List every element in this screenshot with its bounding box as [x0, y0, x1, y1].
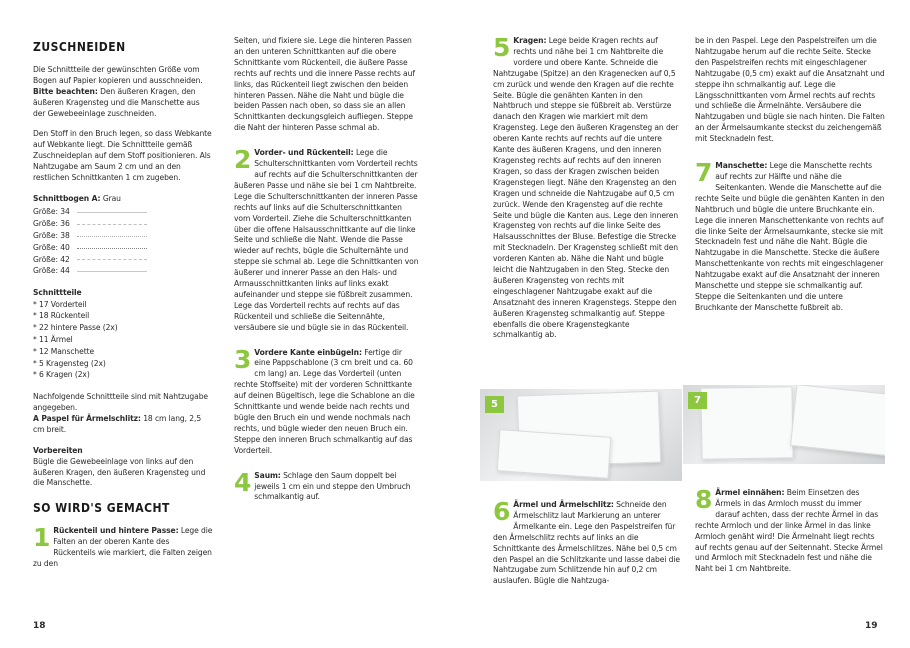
step-1-continued: Seiten, und fixiere sie. Lege die hinteren Passen an den unteren Schnittkanten auf die obere Schnittkante vom Rückenteil, die äußere Passe rechts auf rechts und die innere Passe rechts auf links, das Rückenteil liegt zwischen den beiden hinteren Passen. Nähe die Naht und bügle die beiden Passen nach oben, so dass sie an allen Schnittkanten deckungsgleich aufliegen. Steppe die Naht der hinteren Passe schmal ab.	[234, 36, 415, 133]
list-item: * 12 Manschette	[33, 346, 95, 356]
step-8: 8 Ärmel einnähen: Beim Einsetzen des Ärmels in das Armloch musst du immer darauf achten, dass der rechte Ärmel in das rechte Armloch und der linke Ärmel in das linke Armloch genäht wird! Die Ärmelnaht liegt rechts auf rechts genau auf der Seitennaht. Stecke Ärmel und Armloch mit Stecknadeln fest und nähe die Naht bei 1 cm Nahtbreite.	[695, 485, 883, 574]
size-row: Größe: 36	[33, 219, 213, 231]
size-legend	[33, 207, 213, 278]
prep-label: Vorbereiten	[33, 445, 83, 455]
line-style-sample	[77, 224, 147, 225]
list-item: * 22 hintere Passe (2x)	[33, 323, 118, 333]
step-number: 3	[234, 344, 252, 374]
cuff-fabric	[700, 386, 793, 460]
pattern-sheet-line: Schnittbogen A: Grau	[33, 193, 121, 203]
line-style-sample	[77, 259, 147, 260]
step-6: 6 Ärmel und Ärmelschlitz: Schneide den Ärmelschlitz laut Markierung an unterer Ärmelkante ein. Lege den Paspelstreifen für den Ärmelschlitz rechts auf links an die Schnittkante des Ärmelschlitzes. Nähe bei 0,5 cm den Paspel an die Schlitzkante und lasse dabei die Nahtzugabe zum Schlitzende hin auf 0,2 cm auslaufen. Bügle die Nahtzuga-	[493, 497, 680, 586]
step-7: 7 Manschette: Lege die Manschette rechts auf rechts zur Hälfte und nähe die Seitenkanten. Wende die Manschette auf die rechte Seite und bügle die genähten Kanten in den Nahtbruch und bügle die untere Bruchkante ein. Lege die inneren Manschettenkante von rechts auf die linke Seite der Ärmelsaumkante, stecke sie mit Stecknadeln fest und nähe die Naht. Bügle die Nahtzugabe in die Manschette. Stecke die äußere Manschettenkante von rechts mit eingeschlagener Nahtzugabe exakt auf die Ansatznaht der inneren Manschette und steppe sie schmalkantig auf. Steppe die Seitenkanten und die untere Bruchkante der Manschette fußbreit ab.	[695, 158, 885, 312]
size-row: Größe: 40	[33, 242, 213, 254]
left-column-1	[33, 36, 213, 578]
left-column-2	[234, 36, 419, 511]
step-5: 5 Kragen: Lege beide Kragen rechts auf rechts und nähe bei 1 cm Nahtbreite die vordere und obere Kante. Schneide die Nahtzugabe (Spitze) an den Kragenecken auf 0,5 cm zurück und wende den Kragen auf die rechte Seite. Bügle die genähten Kanten in den Nahtbruch und steppe sie füßbreit ab. Verstürze danach den Kragen wie markiert mit dem Kragensteg. Lege den äußeren Kragensteg an der oberen Kante rechts auf rechts auf die untere Kante des äußeren Kragens, und den inneren Kragensteg rechts auf rechts auf den inneren Kragen, so dass der Kragen zwischen beiden Kragenstegen liegt. Nähe den Kragensteg an den Kragen und schneide die Nahtzugabe auf 0,5 cm zurück. Wende den Kragensteg auf die rechte Seite und bügle die Kanten aus. Lege den inneren Kragensteg von rechts auf die linke Seite des Halsausschnittes der Bluse. Befestige die Strecke mit Stecknadeln. Der Kragensteg schließt mit den vorderen Kanten ab. Nähe die Naht und bügle leicht die Nahtzugaben in den Steg. Stecke den äußeren Kragensteg von rechts mit eingeschlagener Nahtzugabe exakt auf die Ansatznaht des inneren Kragenstegs. Steppe den äußeren Kragensteg schmalkantig auf. Steppe ebenfalls die obere Kragenstegkante schmalkantig ab.	[493, 33, 679, 340]
step-4: 4 Saum: Schlage den Saum doppelt bei jeweils 1 cm ein und steppe den Umbruch schmalkantig auf.	[234, 467, 411, 502]
list-item: * 11 Ärmel	[33, 334, 73, 344]
step-number: 4	[234, 467, 252, 497]
heading-how-to: SO WIRD'S GEMACHT	[33, 501, 170, 516]
list-item: * 6 Kragen (2x)	[33, 370, 90, 380]
list-item: * 5 Kragensteg (2x)	[33, 358, 106, 368]
size-row: Größe: 44	[33, 266, 213, 278]
line-style-sample	[77, 248, 147, 249]
step-number: 1	[33, 523, 51, 553]
step-number: 8	[695, 485, 713, 514]
photo-collar	[480, 389, 682, 481]
list-item: * 17 Vorderteil	[33, 299, 87, 309]
step-number: 2	[234, 145, 252, 175]
step-number: 7	[695, 158, 713, 188]
step-2: 2 Vorder- und Rückenteil: Lege die Schulterschnittkanten vom Vorderteil rechts auf rechts auf die Schulterschnittkanten der äußeren Passe und nähe sie bei 1 cm Nahtbreite. Lege die Schulterschnittkanten der inneren Passe rechts auf links auf die Schulterschnittkanten vom Vorderteil. Ziehe die Schulterschnittkanten über die offene Halsausschnittkante auf die linke Seite und schließe die Naht. Wende die Passe wieder auf rechts, bügle die Schulternähte und steppe sie schmal ab. Lege die Schnittkanten von äußerer und innerer Passe an den Hals- und Armausschnittkanten links auf links exakt aufeinander und steppe sie füßbreit zusammen. Lege das Vorderteil rechts auf rechts auf das Rückenteil und schließe die Seitennähte, versäubere sie und bügle sie in das Rückenteil.	[234, 145, 419, 332]
step-number: 5	[493, 33, 511, 62]
photo-badge: 7	[688, 392, 707, 409]
parts-label: Schnittteile	[33, 287, 82, 297]
line-style-sample	[77, 271, 147, 272]
line-style-sample	[77, 236, 147, 237]
right-page	[455, 0, 910, 648]
fabric-text: Den Stoff in den Bruch legen, so dass Webkante auf Webkante liegt. Die Schnittteile gemäß Zuschneideplan auf dem Stoff positionieren. Als Nahtzugabe am Saum 2 cm und an den restlichen Schnittkanten 1 cm zugeben.	[33, 129, 212, 183]
right-column-2-bottom	[695, 485, 885, 583]
photo-badge: 5	[485, 396, 504, 413]
page-number: 18	[33, 621, 46, 631]
step-number: 6	[493, 497, 511, 526]
step-1: 1 Rückenteil und hintere Passe: Lege die Falten an der oberen Kante des Rückenteils wie markiert, die Falten zeigen zu den	[33, 523, 213, 569]
prep-text: Bügle die Gewebeeinlage von links auf den äußeren Kragen, den äußeren Kragensteg und die Manschette.	[33, 456, 206, 488]
size-row: Größe: 34	[33, 207, 213, 219]
page-number: 19	[865, 621, 878, 631]
sleeve-fabric	[790, 385, 885, 456]
photo-cuff	[683, 385, 885, 464]
right-column-1-bottom	[493, 497, 681, 595]
size-row: Größe: 42	[33, 254, 213, 266]
parts-list	[33, 300, 213, 383]
seam-note: Nachfolgende Schnittteile sind mit Nahtzugabe angegeben. A Paspel für Ärmelschlitz: 18 cm lang, 2,5 cm breit.	[33, 392, 209, 434]
line-style-sample	[77, 212, 147, 213]
step-6-continued: be in den Paspel. Lege den Paspelstreifen um die Nahtzugabe herum auf die rechte Seite. Stecke den Paspelstreifen rechts mit eingeschlagener Nahtzugabe (0,5 cm) exakt auf die Ansatznaht und steppe ihn schmalkantig auf. Lege die Längsschnittkanten vom Ärmel rechts auf rechts und schließe die Ärmelnähte. Versäubere die Nahtzugaben und bügle sie nach hinten. Die Falten an der Ärmelsaumkante steckst du zeichengemäß mit Stecknadeln fest.	[695, 36, 885, 144]
size-row: Größe: 38	[33, 230, 213, 242]
right-column-2	[695, 36, 885, 322]
intro-text: Die Schnittteile der gewünschten Größe vom Bogen auf Papier kopieren und ausschneiden. Bitte beachten: Den äußeren Kragen, den äußeren Kragensteg und die Manschette aus der Gewebeeinlage zuschneiden.	[33, 64, 203, 118]
right-column-1	[493, 33, 681, 349]
collar-fold	[497, 429, 612, 479]
heading-zuschneiden: ZUSCHNEIDEN	[33, 40, 126, 54]
list-item: * 18 Rückenteil	[33, 311, 90, 321]
step-3: 3 Vordere Kante einbügeln: Fertige dir eine Pappschablone (3 cm breit und ca. 60 cm lang) an. Lege das Vorderteil (unten rechte Stoffseite) mit der vorderen Schnittkante auf deinen Bügeltisch, lege die Schablone an die Schnittkante und wende beide nach rechts und bügle den Bruch ein und wende nochmals nach rechts, und bügle wieder den neuen Bruch ein. Steppe den inneren Bruch schmalkantig auf das Vorderteil.	[234, 344, 415, 455]
